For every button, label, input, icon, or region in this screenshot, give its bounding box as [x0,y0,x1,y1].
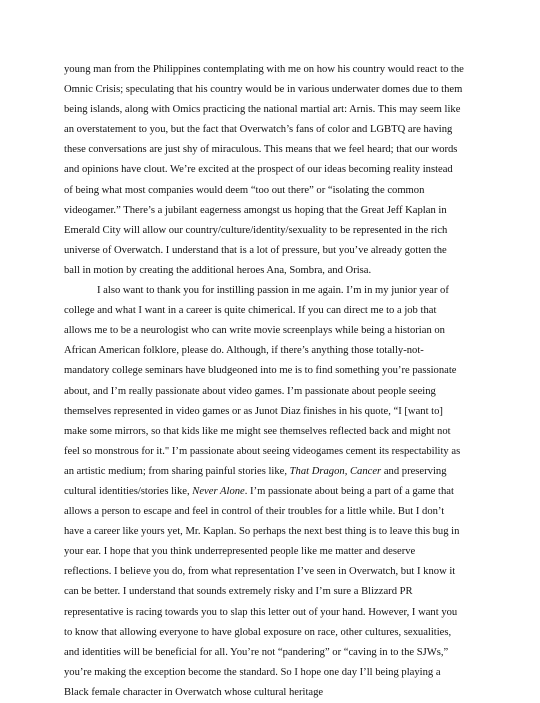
title-that-dragon-cancer: That Dragon, Cancer [289,465,382,477]
title-never-alone: Never Alone [192,485,245,497]
paragraph-2-text: I also want to thank you for instilling passion in me again. I’m in my junior year of college and what I want in a career is quite chimerical. If you can direct me to a job that allows me to be a neurologist who can write movie screenplays while being a historian on African American folklore, please do. Although, if there’s anything those totally-not-mandatory college seminars have bludgeoned into me is to find something you’re passionate about, and I’m really passionate about video games. I’m passionate about people seeing themselves represented in video games or as Junot Diaz finishes in his quote, “I [want to] make some mirrors, so that kids like me might see themselves reflected back and might not feel so monstrous for it." I’m passionate about seeing videogames cement its respectability as an artistic medium; from sharing painful stories like, [64,285,461,477]
paragraph-2-text: and preserving cultural identities/stories like, [64,465,447,497]
paragraph-1-text: young man from the Philippines contemplating with me on how his country would react to the Omnic Crisis; speculating that his country would be in various underwater domes due to them being islands, along with Omics practicing the national martial art: Arnis. This may seem like an overstatement to you, but the fact that Overwatch’s fans of color and LGBTQ are having these conversations are just shy of miraculous. This means that we feel heard; that our words and opinions have clout. We’re excited at the prospect of our ideas becoming reality instead of being what most companies would deem “too out there” or “isolating the common videogamer.” There’s a jubilant eagerness amongst us hoping that the Great Jeff Kaplan in Emerald City will allow our country/culture/identity/sexuality to be represented in the rich universe of Overwatch. I understand that is a lot of pressure, but you’ve already gotten the ball in motion by creating the additional heroes Ana, Sombra, and Orisa. [64,64,464,276]
paragraph-2-text: . I’m passionate about being a part of a game that allows a person to escape and feel in control of their troubles for a little while. But I don’t have a career like yours yet, Mr. Kaplan. So perhaps the next best thing is to leave this bug in your ear. I hope that you think underrepresented people like me matter and deserve reflections. I believe you do, from what representation I’ve seen in Overwatch, but I know it can be better. I understand that sounds extremely risky and I’m sure a Blizzard PR representative is racing towards you to slap this letter out of your hand. However, I want you to know that allowing everyone to have global exposure on race, other cultures, sexualities, and identities will be beneficial for all. You’re not “pandering” or “caving in to the SJWs,” you’re making the exception become the standard. So I hope one day I’ll being playing a Black female character in Overwatch whose cultural heritage [64,485,460,698]
paragraph-1 [64,60,464,281]
paragraph-2 [64,281,464,703]
